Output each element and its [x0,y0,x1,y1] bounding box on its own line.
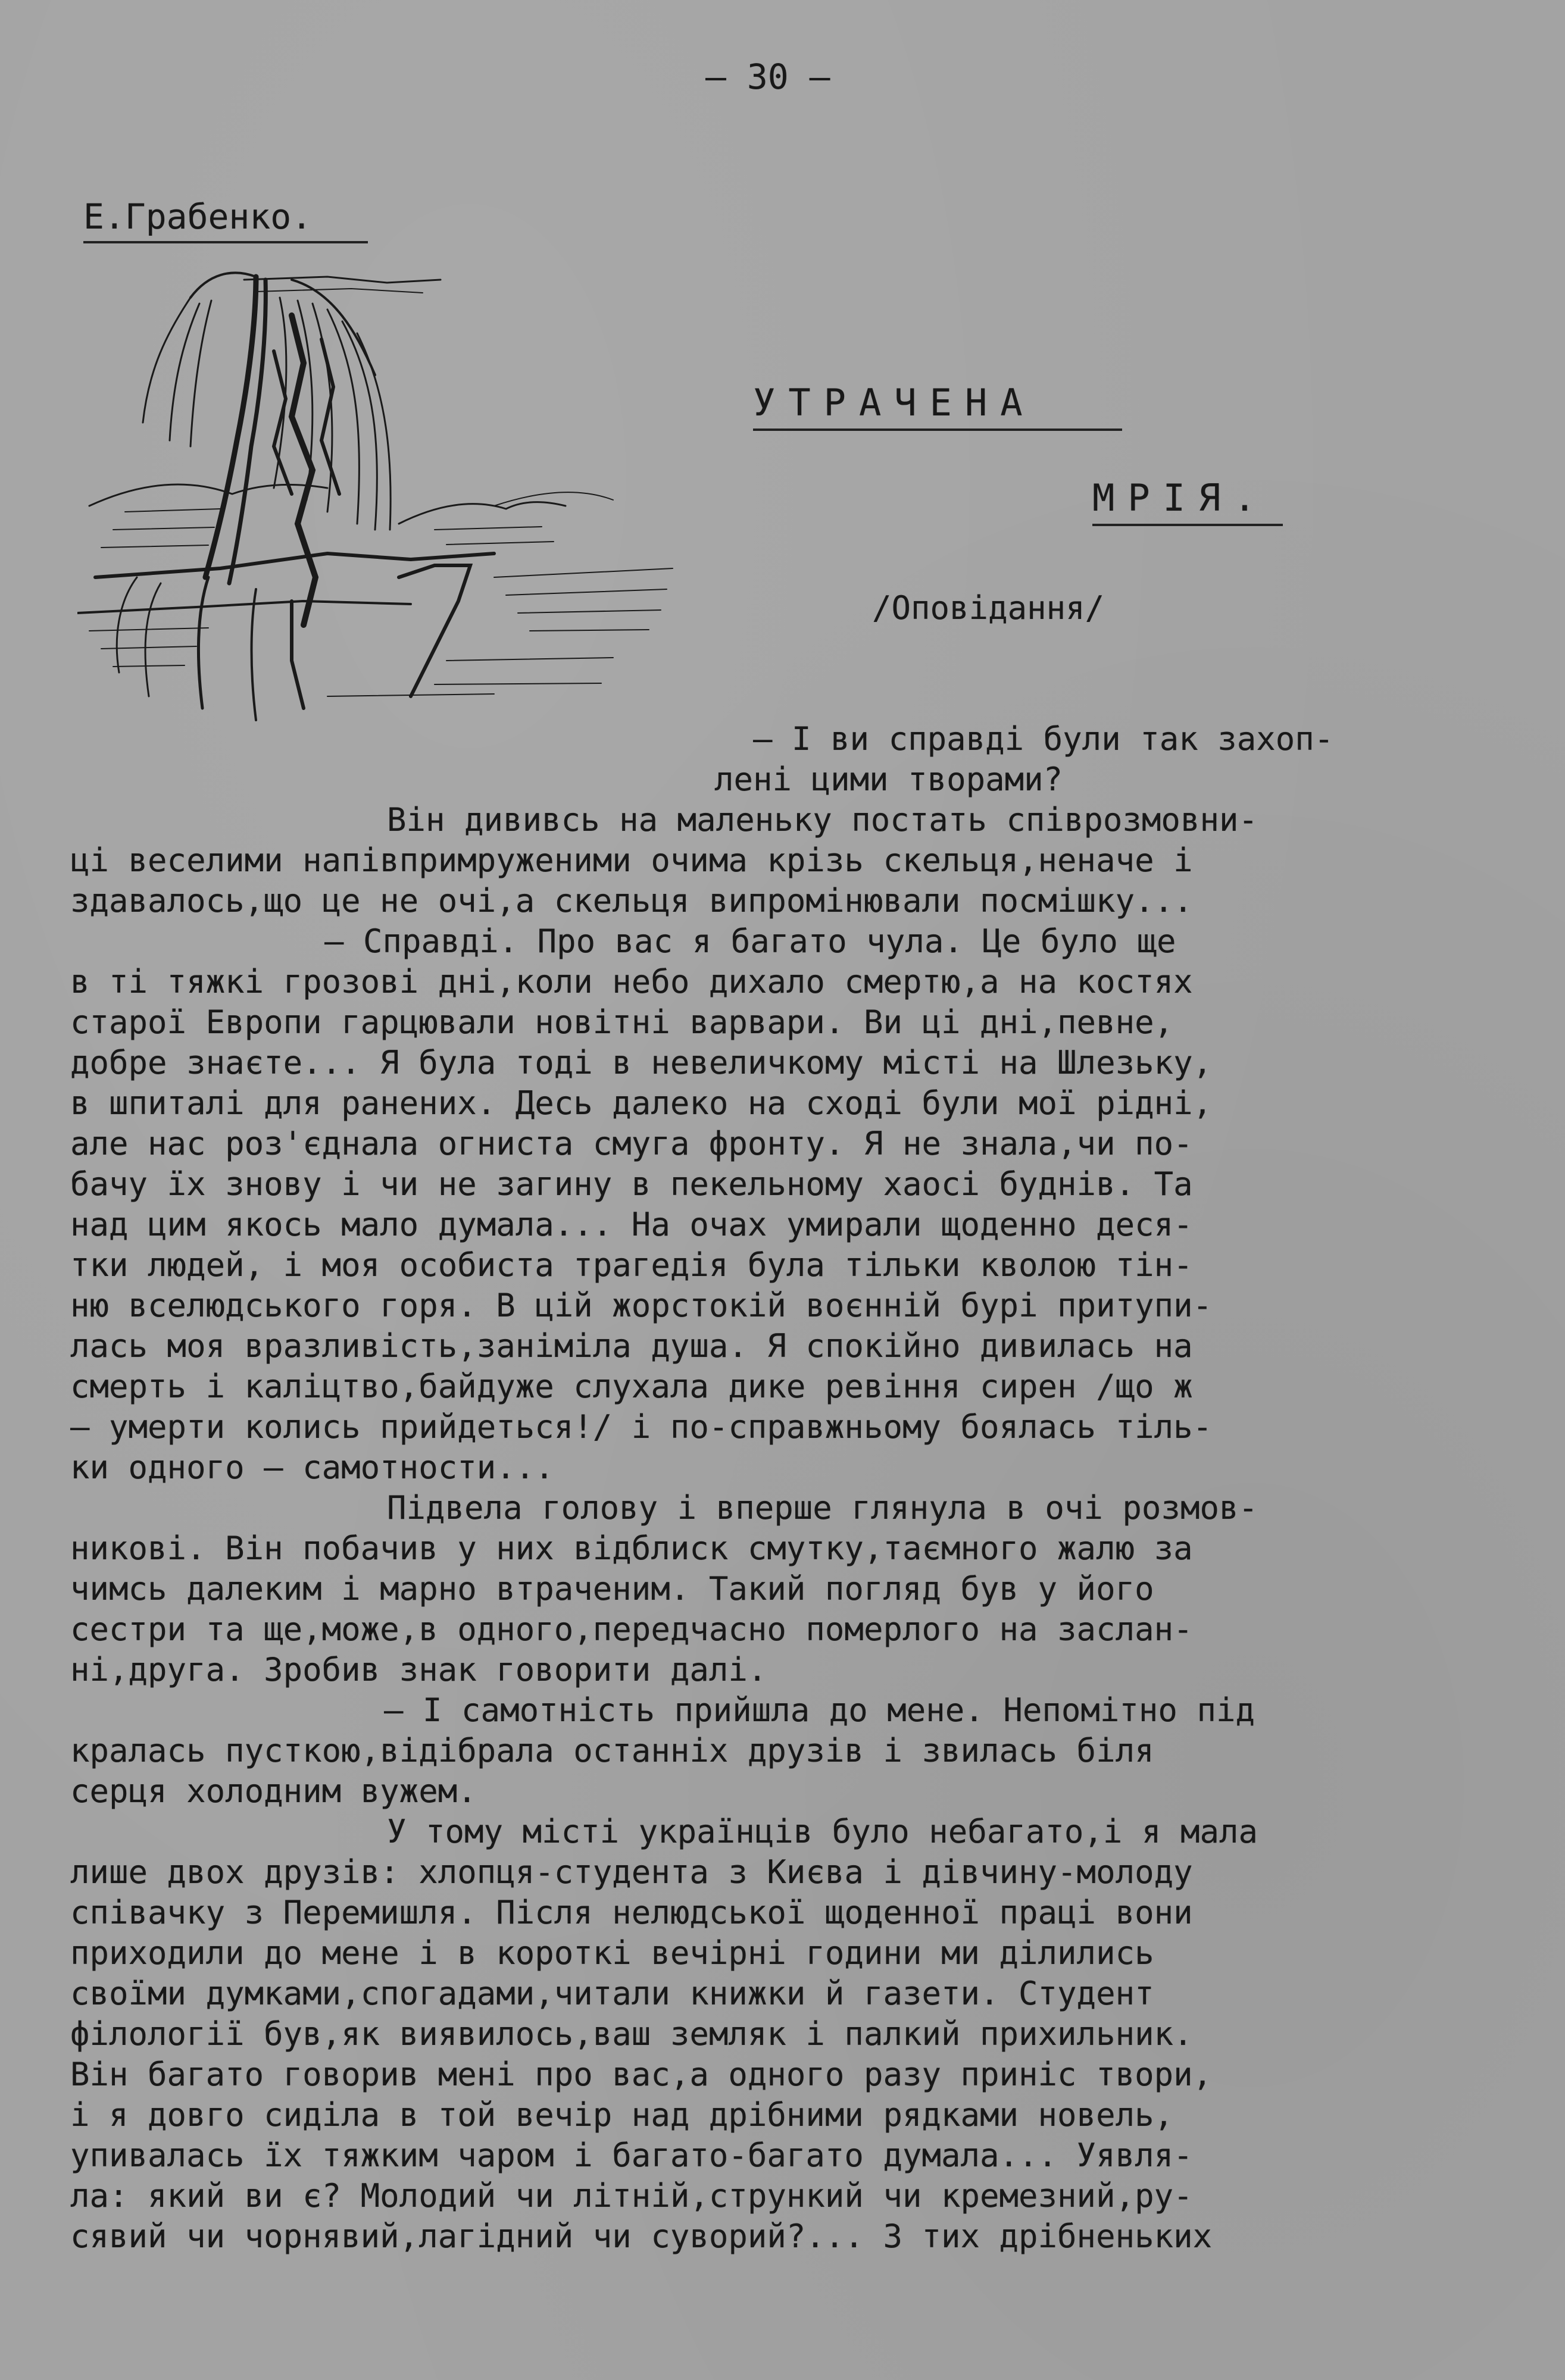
body-line: приходили до мене і в короткі вечірні години ми ділились [70,1934,1154,1972]
body-line: сестри та ще,може,в одного,передчасно померлого на заслан- [70,1610,1193,1648]
body-line: добре знаєте... Я була тоді в невеличкому місті на Шлезьку, [70,1044,1213,1081]
title-line2-underline [1092,524,1283,526]
body-line: здавалось,що це не очі,а скельця випромінювали посмішку... [70,882,1193,920]
title-line1-underline [753,429,1122,431]
body-line: Він багато говорив мені про вас,а одного разу приніс твори, [70,2056,1213,2093]
body-line: – Справді. Про вас я багато чула. Це було ще [324,922,1176,960]
body-line: старої Европи гарцювали новітні варвари. Ви ці дні,певне, [70,1003,1174,1041]
story-title-line2: МРІЯ. [1092,476,1269,520]
body-line: і я довго сиділа в той вечір над дрібними рядками новель, [70,2096,1174,2134]
body-line: кралась пусткою,відібрала останніх друзів і звилась біля [70,1732,1154,1769]
body-line: Він дививсь на маленьку постать співрозмовни- [387,801,1258,839]
body-line: над цим якось мало думала... На очах умирали щоденно деся- [70,1206,1193,1243]
page-number: – 30 – [705,57,830,97]
story-subtitle: /Оповідання/ [872,589,1105,627]
body-line: тки людей, і моя особиста трагедія була тільки кволою тін- [70,1246,1193,1284]
body-line: серця холодним вужем. [70,1772,477,1810]
body-line: лені цими творами? [714,761,1063,798]
body-line: лась моя вразливість,заніміла душа. Я спокійно дивилась на [70,1327,1193,1365]
body-line: співачку з Перемишля. Після нелюдської щоденної праці вони [70,1894,1193,1931]
willow-tree-by-river-drawing-icon [77,244,732,738]
body-line: – І самотність прийшла до мене. Непомітно під [384,1691,1255,1729]
body-line: ла: який ви є? Молодий чи літній,стрункий чи кремезний,ру- [70,2177,1193,2215]
body-line: ню вселюдського горя. В цій жорстокій воєнній бурі притупи- [70,1287,1213,1324]
body-line: сявий чи чорнявий,лагідний чи суворий?... З тих дрібненьких [70,2218,1213,2255]
body-line: ки одного – самотности... [70,1449,554,1486]
body-line: У тому місті українців було небагато,і я мала [387,1813,1258,1850]
body-line: філології був,як виявилось,ваш земляк і палкий прихильник. [70,2015,1193,2053]
body-line: – І ви справді були так захоп- [753,720,1334,758]
author-underline [83,241,368,243]
body-line: – умерти колись прийдеться!/ і по-справжньому боялась тіль- [70,1408,1213,1446]
story-title-line1: УТРАЧЕНА [753,381,1036,424]
author-name: Е.Грабенко. [83,196,313,237]
body-line: лише двох друзів: хлопця-студента з Києва і дівчину-молоду [70,1853,1193,1891]
body-line: смерть і каліцтво,байдуже слухала дике ревіння сирен /що ж [70,1368,1193,1405]
body-line: чимсь далеким і марно втраченим. Такий погляд був у його [70,1570,1154,1607]
body-line: никові. Він побачив у них відблиск смутку,таємного жалю за [70,1530,1193,1567]
body-line: в шпиталі для ранених. Десь далеко на сході були мої рідні, [70,1084,1213,1122]
body-line: в ті тяжкі грозові дні,коли небо дихало смертю,а на костях [70,963,1193,1000]
body-line: своїми думками,спогадами,читали книжки й газети. Студент [70,1975,1154,2012]
body-line: ні,друга. Зробив знак говорити далі. [70,1651,767,1688]
body-line: але нас роз'єднала огниста смуга фронту. Я не знала,чи по- [70,1125,1193,1162]
body-line: упивалась їх тяжким чаром і багато-багато думала... Уявля- [70,2137,1193,2174]
body-line: Підвела голову і вперше глянула в очі розмов- [387,1489,1258,1527]
body-line: бачу їх знову і чи не загину в пекельному хаосі буднів. Та [70,1165,1193,1203]
body-line: ці веселими напівпримруженими очима крізь скельця,неначе і [70,842,1193,879]
